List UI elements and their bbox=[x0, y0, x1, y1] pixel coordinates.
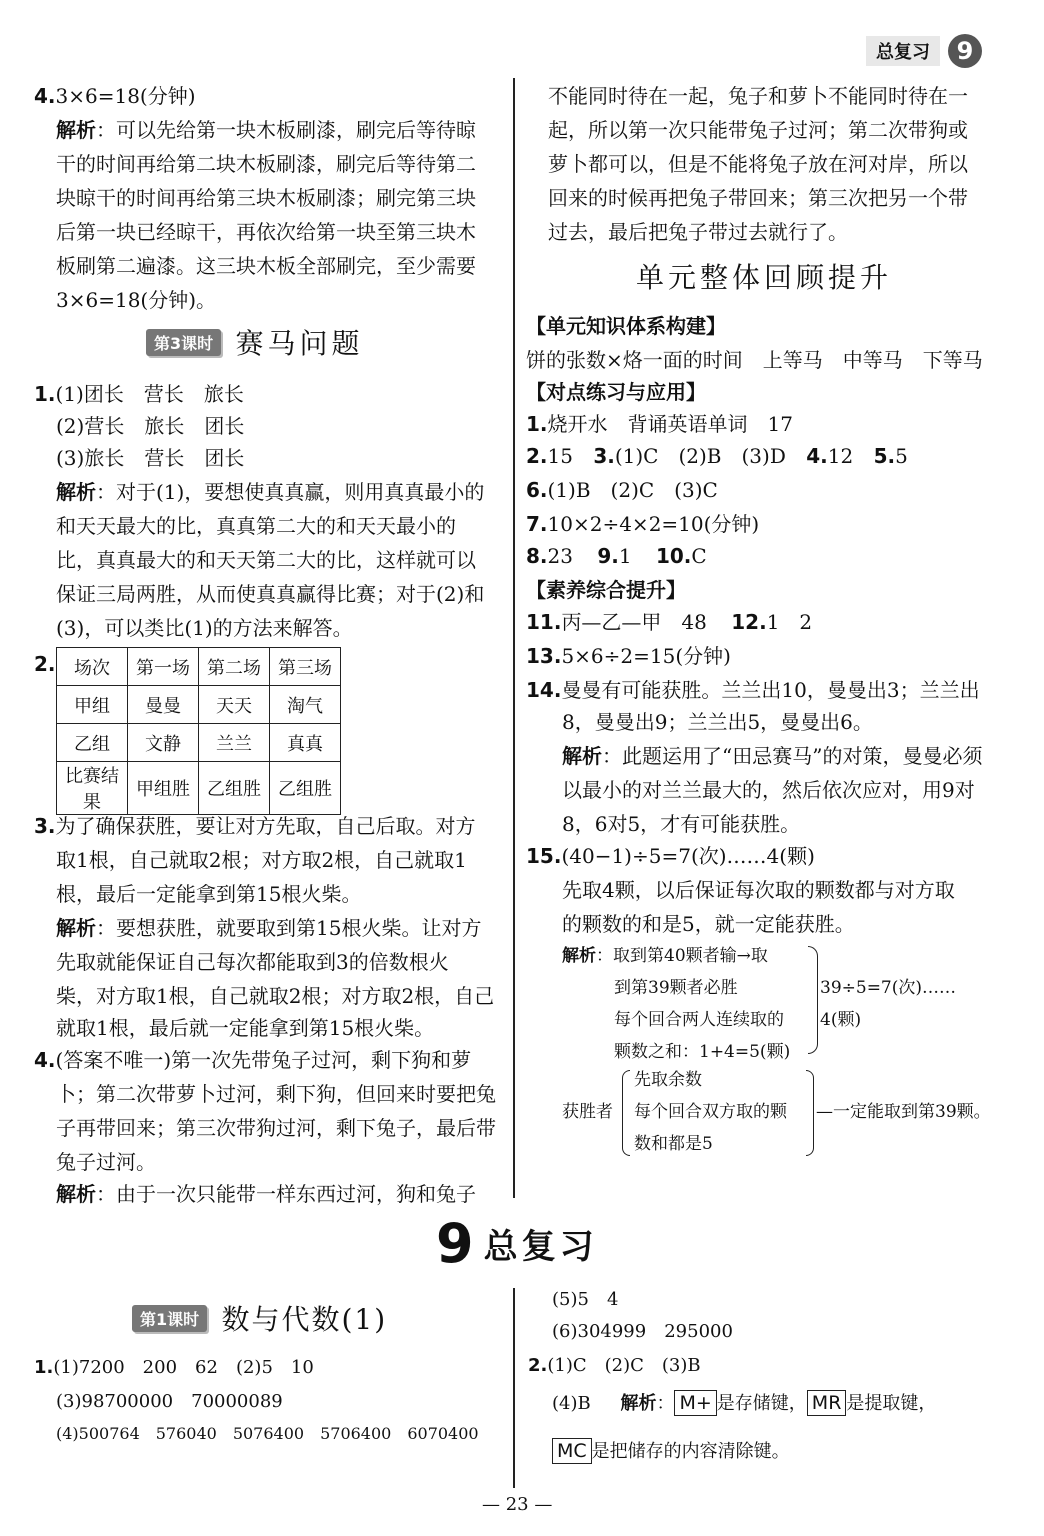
sec3-label: 【素养综合提升】 bbox=[526, 578, 686, 602]
l3-q3-line-3: 根，最后一定能拿到第15根火柴。 bbox=[56, 882, 362, 906]
chapter-number: 9 bbox=[436, 1212, 474, 1275]
column-divider-bottom bbox=[513, 1288, 515, 1488]
r-q14-jiexi-1: 解析：此题运用了“田忌赛马”的对策，曼曼必须 bbox=[562, 744, 983, 768]
table-cell: 甲组胜 bbox=[128, 762, 199, 815]
r-q15-line-2: 的颗数的和是5，就一定能获胜。 bbox=[562, 912, 855, 936]
r-q15-brace1-1: 解析：取到第40颗者输→取 bbox=[562, 946, 768, 966]
column-divider bbox=[513, 78, 515, 1198]
r-q11-q12: 11.丙—乙—甲 48 12.1 2 bbox=[526, 610, 813, 634]
table-cell: 乙组胜 bbox=[199, 762, 270, 815]
header-label: 总复习 bbox=[866, 36, 940, 66]
rc-q4-cont-3: 萝卜都可以，但是不能将兔子放在河对岸，所以 bbox=[548, 152, 968, 176]
r-q15-brace1-2: 到第39颗者必胜 bbox=[614, 978, 738, 998]
l3-q1-jiexi-1: 解析：对于(1)，要想使真真赢，则用真真最小的 bbox=[56, 480, 485, 504]
table-cell: 场次 bbox=[57, 648, 128, 686]
l3-q1-jiexi-4: 保证三局两胜，从而使真真赢得比赛；对于(2)和 bbox=[56, 582, 485, 606]
l3-q3-line-1: 3.为了确保获胜，要让对方先取，自己后取。对方 bbox=[34, 814, 476, 838]
r-q15-line-1: 先取4颗，以后保证每次取的颗数都与对方取 bbox=[562, 878, 955, 902]
r-q15-formula: 15.(40−1)÷5=7(次)……4(颗) bbox=[526, 844, 815, 868]
br-line-1: (5)5 4 bbox=[552, 1289, 619, 1310]
l3-q1-jiexi-5: (3)，可以类比(1)的方法来解答。 bbox=[56, 616, 353, 640]
q4-top-jiexi-line-1: 解析：可以先给第一块木板刷漆，刷完后等待晾 bbox=[56, 118, 476, 142]
r-q14-line-1: 14.曼曼有可能获胜。兰兰出10，曼曼出3；兰兰出 bbox=[526, 678, 980, 702]
l3-q1-jiexi-3: 比，真真最大的和天天第二大的比，这样就可以 bbox=[56, 548, 476, 572]
table-row bbox=[57, 686, 341, 724]
l3-q2-num: 2. bbox=[34, 652, 56, 676]
rc-q4-cont-1: 不能同时待在一起，兔子和萝卜不能同时待在一 bbox=[548, 84, 968, 108]
br-q2-4: (4)B 解析： M+ 是存储键， MR 是提取键， bbox=[552, 1392, 937, 1414]
q4-top-jiexi-line-5: 板刷第二遍漆。这三块木板全部刷完，至少需要 bbox=[56, 254, 476, 278]
l3-q1-line-1: 1.(1)团长 营长 旅长 bbox=[34, 382, 244, 406]
q4-top-jiexi-line-2: 干的时间再给第二块木板刷漆，刷完后等待第二 bbox=[56, 152, 476, 176]
br-q2-mc: MC 是把储存的内容清除键。 bbox=[552, 1436, 790, 1468]
m-plus-key: M+ bbox=[674, 1390, 716, 1416]
r-q7: 7.10×2÷4×2=10(分钟) bbox=[526, 512, 760, 536]
table-cell: 乙组 bbox=[57, 724, 128, 762]
bl-line-1: 1.(1)7200 200 62 (2)5 10 bbox=[34, 1357, 314, 1378]
lesson1-heading bbox=[132, 1298, 387, 1338]
l3-q3-jiexi-3: 柴，对方取1根，自己就取2根；对方取2根，自己 bbox=[56, 984, 495, 1008]
table-cell: 第一场 bbox=[128, 648, 199, 686]
br-q2: 2.(1)C (2)C (3)B bbox=[528, 1355, 701, 1376]
r-q14-jiexi-2: 以最小的对兰兰最大的，然后依次应对，用9对 bbox=[562, 778, 975, 802]
l3-q1-jiexi-2: 和天天最大的比，真真第二大的和天天最小的 bbox=[56, 514, 456, 538]
l3-q1-line-2: (2)营长 旅长 团长 bbox=[56, 414, 245, 438]
sec1-line: 饼的张数×烙一面的时间 上等马 中等马 下等马 bbox=[526, 348, 983, 372]
l3-q4-line-1: 4.(答案不唯一)第一次先带兔子过河，剩下狗和萝 bbox=[34, 1048, 472, 1072]
r-q1: 1.烧开水 背诵英语单词 17 bbox=[526, 412, 793, 436]
match-result-table bbox=[56, 647, 341, 815]
sec2-label: 【对点练习与应用】 bbox=[526, 380, 706, 404]
unit-badge-icon: 9 bbox=[948, 34, 982, 68]
chapter-title bbox=[436, 1212, 598, 1275]
r-q15-brace2-3: 数和都是5 bbox=[634, 1134, 713, 1154]
br-line-2: (6)304999 295000 bbox=[552, 1321, 733, 1342]
rc-q4-cont-5: 过去，最后把兔子带过去就行了。 bbox=[548, 220, 848, 244]
table-cell: 天天 bbox=[199, 686, 270, 724]
lesson3-badge: 第3课时 bbox=[146, 329, 221, 356]
table-row bbox=[57, 648, 341, 686]
l3-q4-line-2: 卜；第二次带萝卜过河，剩下狗，但回来时要把兔 bbox=[56, 1082, 496, 1106]
r-q8-q10: 8.23 9.1 10.C bbox=[526, 544, 707, 568]
mr-key: MR bbox=[807, 1390, 847, 1416]
lesson1-title: 数与代数(1) bbox=[221, 1303, 388, 1336]
q4-top-jiexi-line-3: 块晾干的时间再给第三块木板刷漆；刷完第三块 bbox=[56, 186, 476, 210]
l3-q3-line-2: 取1根，自己就取2根；对方取2根，自己就取1 bbox=[56, 848, 467, 872]
l3-q4-line-4: 兔子过河。 bbox=[56, 1150, 156, 1174]
brace-left bbox=[622, 1070, 630, 1156]
r-q15-brace1-3: 每个回合两人连续取的 bbox=[614, 1010, 784, 1030]
brace-right bbox=[808, 946, 818, 1054]
l3-q4-line-3: 子再带回来；第三次带狗过河，剩下兔子，最后带 bbox=[56, 1116, 496, 1140]
l3-q3-jiexi-1: 解析：要想获胜，就要取到第15根火柴。让对方 bbox=[56, 916, 482, 940]
l3-q3-jiexi-4: 就取1根，最后就一定能拿到第15根火柴。 bbox=[56, 1016, 435, 1040]
table-cell: 曼曼 bbox=[128, 686, 199, 724]
q4-top-jiexi-line-6: 3×6=18(分钟)。 bbox=[56, 288, 217, 312]
r-q15-brace2-2: 每个回合双方取的颗 bbox=[634, 1102, 787, 1122]
r-q15-brace1-4: 颗数之和：1+4=5(颗) bbox=[614, 1042, 791, 1062]
r-q15-brace2-result: —一定能取到第39颗。 bbox=[816, 1102, 991, 1122]
brace-right-2 bbox=[806, 1070, 814, 1156]
table-cell: 乙组胜 bbox=[270, 762, 341, 815]
rc-q4-cont-4: 回来的时候再把兔子带回来；第三次把另一个带 bbox=[548, 186, 968, 210]
r-q14-jiexi-3: 8，6对5，才有可能获胜。 bbox=[562, 812, 801, 836]
r-q15-brace2-1: 先取余数 bbox=[634, 1070, 702, 1090]
table-cell: 第二场 bbox=[199, 648, 270, 686]
table-row bbox=[57, 724, 341, 762]
r-q6: 6.(1)B (2)C (3)C bbox=[526, 478, 718, 502]
r-q13: 13.5×6÷2=15(分钟) bbox=[526, 644, 731, 668]
r-q15-brace1-result-2: 4(颗) bbox=[820, 1010, 862, 1030]
l3-q4-jiexi-1: 解析：由于一次只能带一样东西过河，狗和兔子 bbox=[56, 1182, 476, 1206]
winner-label: 获胜者 bbox=[562, 1102, 613, 1122]
l3-q1-line-3: (3)旅长 营长 团长 bbox=[56, 446, 245, 470]
rc-q4-cont-2: 起，所以第一次只能带兔子过河；第二次带狗或 bbox=[548, 118, 968, 142]
bl-line-3: (4)500764 576040 5076400 5706400 6070400 bbox=[56, 1424, 479, 1443]
l3-q3-jiexi-2: 先取就能保证自己每次都能取到3的倍数根火 bbox=[56, 950, 449, 974]
table-cell: 淘气 bbox=[270, 686, 341, 724]
lesson1-badge: 第1课时 bbox=[132, 1305, 207, 1332]
lesson3-title: 赛马问题 bbox=[235, 327, 364, 360]
table-cell: 文静 bbox=[128, 724, 199, 762]
table-row bbox=[57, 762, 341, 815]
table-cell: 兰兰 bbox=[199, 724, 270, 762]
chapter-name: 总复习 bbox=[483, 1227, 598, 1267]
sec1-label: 【单元知识体系构建】 bbox=[526, 314, 726, 338]
table-cell: 第三场 bbox=[270, 648, 341, 686]
header bbox=[866, 34, 982, 68]
table-cell: 甲组 bbox=[57, 686, 128, 724]
lesson3-heading bbox=[146, 322, 364, 362]
q4-top-answer: 4.3×6=18(分钟) bbox=[34, 84, 196, 108]
review-title: 单元整体回顾提升 bbox=[636, 261, 893, 294]
q4-top-jiexi-line-4: 后第一块已经晾干，再依次给第一块至第三块木 bbox=[56, 220, 476, 244]
page-number: — 23 — bbox=[482, 1494, 553, 1515]
bl-line-2: (3)98700000 70000089 bbox=[56, 1391, 283, 1412]
r-q15-brace1-result-1: 39÷5=7(次)…… bbox=[820, 978, 957, 998]
r-q2-q5: 2.15 3.(1)C (2)B (3)D 4.12 5.5 bbox=[526, 444, 908, 468]
table-cell: 真真 bbox=[270, 724, 341, 762]
r-q14-line-2: 8，曼曼出9；兰兰出5，曼曼出6。 bbox=[562, 710, 873, 734]
table-cell: 比赛结果 bbox=[57, 762, 128, 815]
mc-key: MC bbox=[552, 1438, 592, 1464]
